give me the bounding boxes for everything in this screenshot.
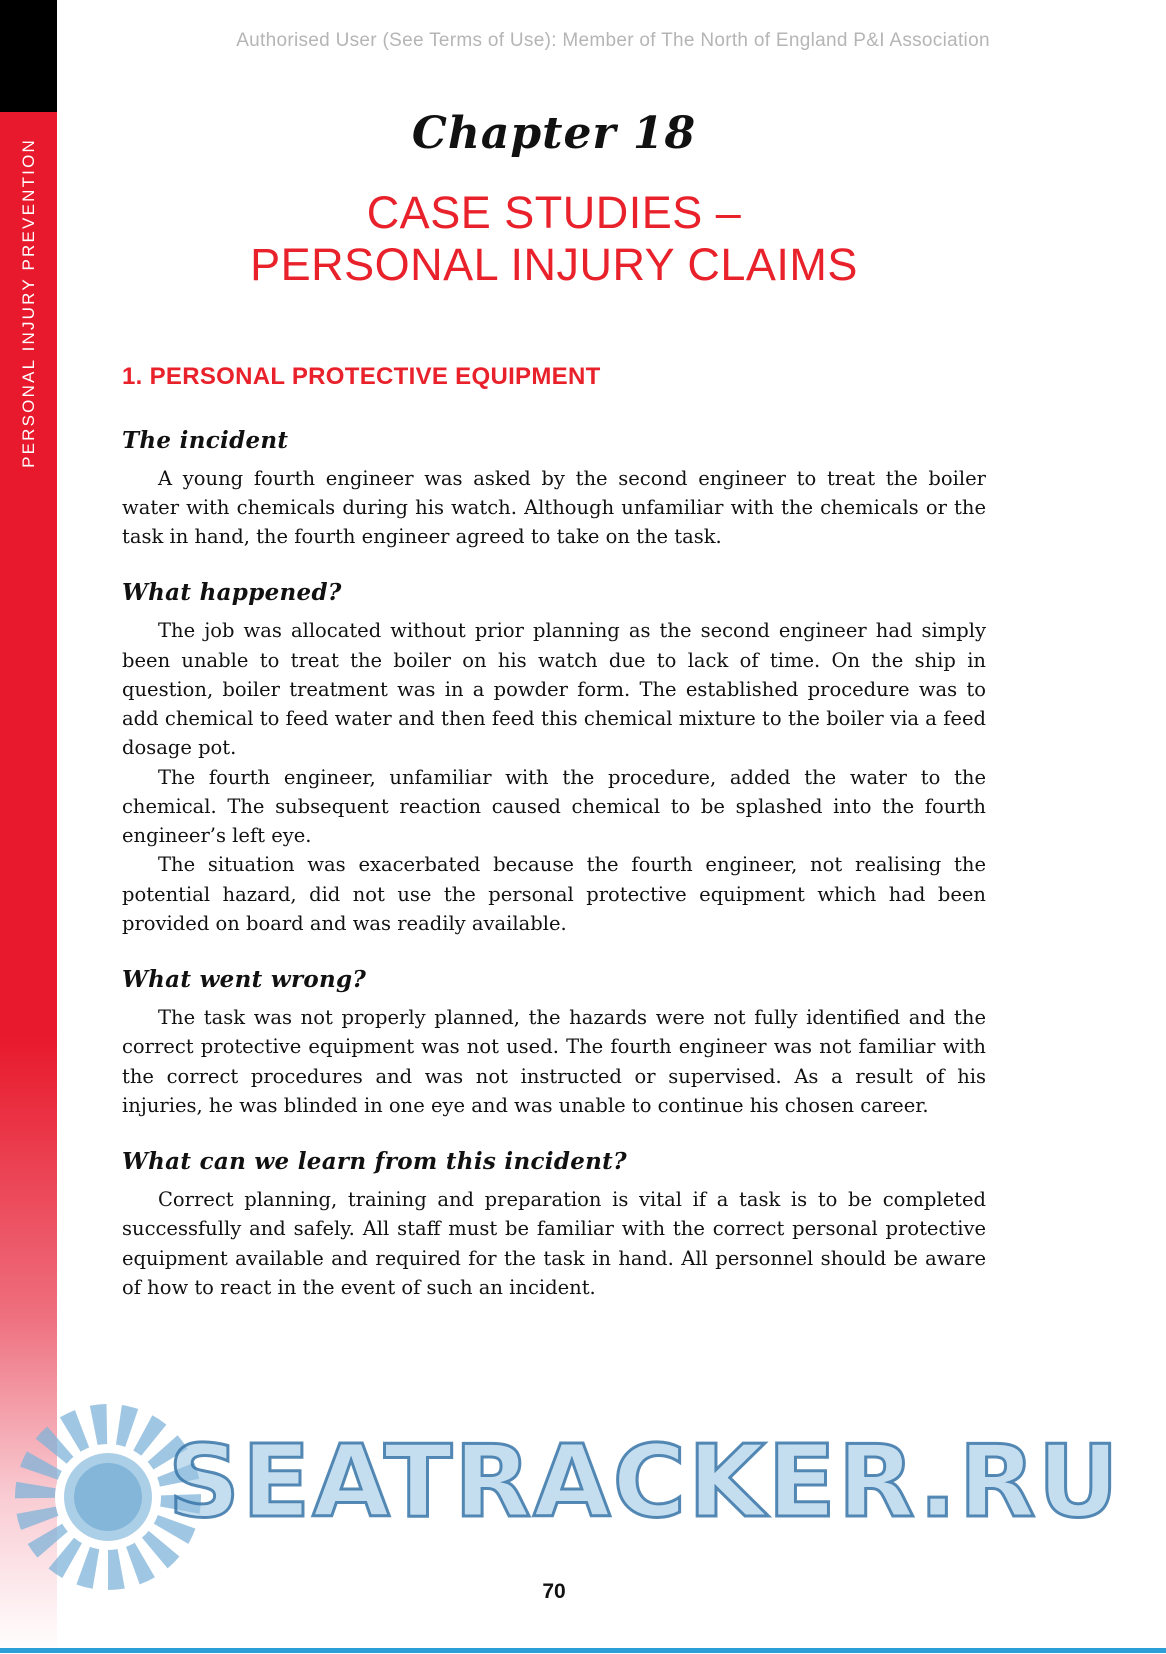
authorised-user-header: Authorised User (See Terms of Use): Member of The North of England P&I Association <box>236 30 990 51</box>
main-content <box>122 108 986 1330</box>
body-paragraph: A young fourth engineer was asked by the second engineer to treat the boiler water with chemicals during his watch. Although unfamiliar with the chemicals or the task in hand, the fourth engineer agreed to take on the task. <box>122 466 986 548</box>
sidebar-vertical-label: PERSONAL INJURY PREVENTION <box>18 138 38 468</box>
page-title <box>122 187 986 291</box>
watermark <box>0 1395 1166 1605</box>
section-heading: 1. PERSONAL PROTECTIVE EQUIPMENT <box>122 362 601 390</box>
page-number: 70 <box>542 1580 566 1603</box>
sidebar-black-block <box>0 0 57 112</box>
subsection-heading: What can we learn from this incident? <box>122 1148 627 1175</box>
section-the-incident <box>122 427 986 552</box>
body-paragraph: The situation was exacerbated because the fourth engineer, not realising the potential hazard, did not use the personal protective equipment which had been provided on board and was readily available. <box>122 853 986 935</box>
body-paragraph: The fourth engineer, unfamiliar with the procedure, added the water to the chemical. The subsequent reaction caused chemical to be splashed into the fourth engineer’s left eye. <box>122 765 986 847</box>
section-what-went-wrong <box>122 966 986 1120</box>
watermark-text: SEATRACKER.RU <box>168 1423 1121 1540</box>
subsection-heading: The incident <box>122 426 289 454</box>
page-title-line2: PERSONAL INJURY CLAIMS <box>250 238 858 290</box>
subsection-heading: What went wrong? <box>122 966 367 993</box>
body-paragraph: Correct planning, training and preparation is vital if a task is to be completed successfully and safely. All staff must be familiar with the correct personal protective equipment available and required for the task in hand. All personnel should be aware of how to react in the event of such an incident. <box>122 1188 986 1299</box>
sidebar-red-bar <box>0 112 57 1654</box>
subsection-heading: What happened? <box>122 579 342 607</box>
section-what-happened <box>122 579 986 938</box>
section-lessons-learned <box>122 1148 986 1302</box>
bottom-blue-rule <box>0 1648 1166 1653</box>
chapter-heading: Chapter 18 <box>411 108 697 159</box>
body-paragraph: The task was not properly planned, the hazards were not fully identified and the correct protective equipment was not used. The fourth engineer was not familiar with the correct procedures and was not instructed or supervised. As a result of his injuries, he was blinded in one eye and was unable to continue his chosen career. <box>122 1006 986 1117</box>
body-paragraph: The job was allocated without prior planning as the second engineer had simply been unable to treat the boiler on his watch due to lack of time. On the ship in question, boiler treatment was in a powder form. The established procedure was to add chemical to feed water and then feed this chemical mixture to the boiler via a feed dosage pot. <box>122 619 986 760</box>
page-title-line1: CASE STUDIES – <box>366 187 742 238</box>
